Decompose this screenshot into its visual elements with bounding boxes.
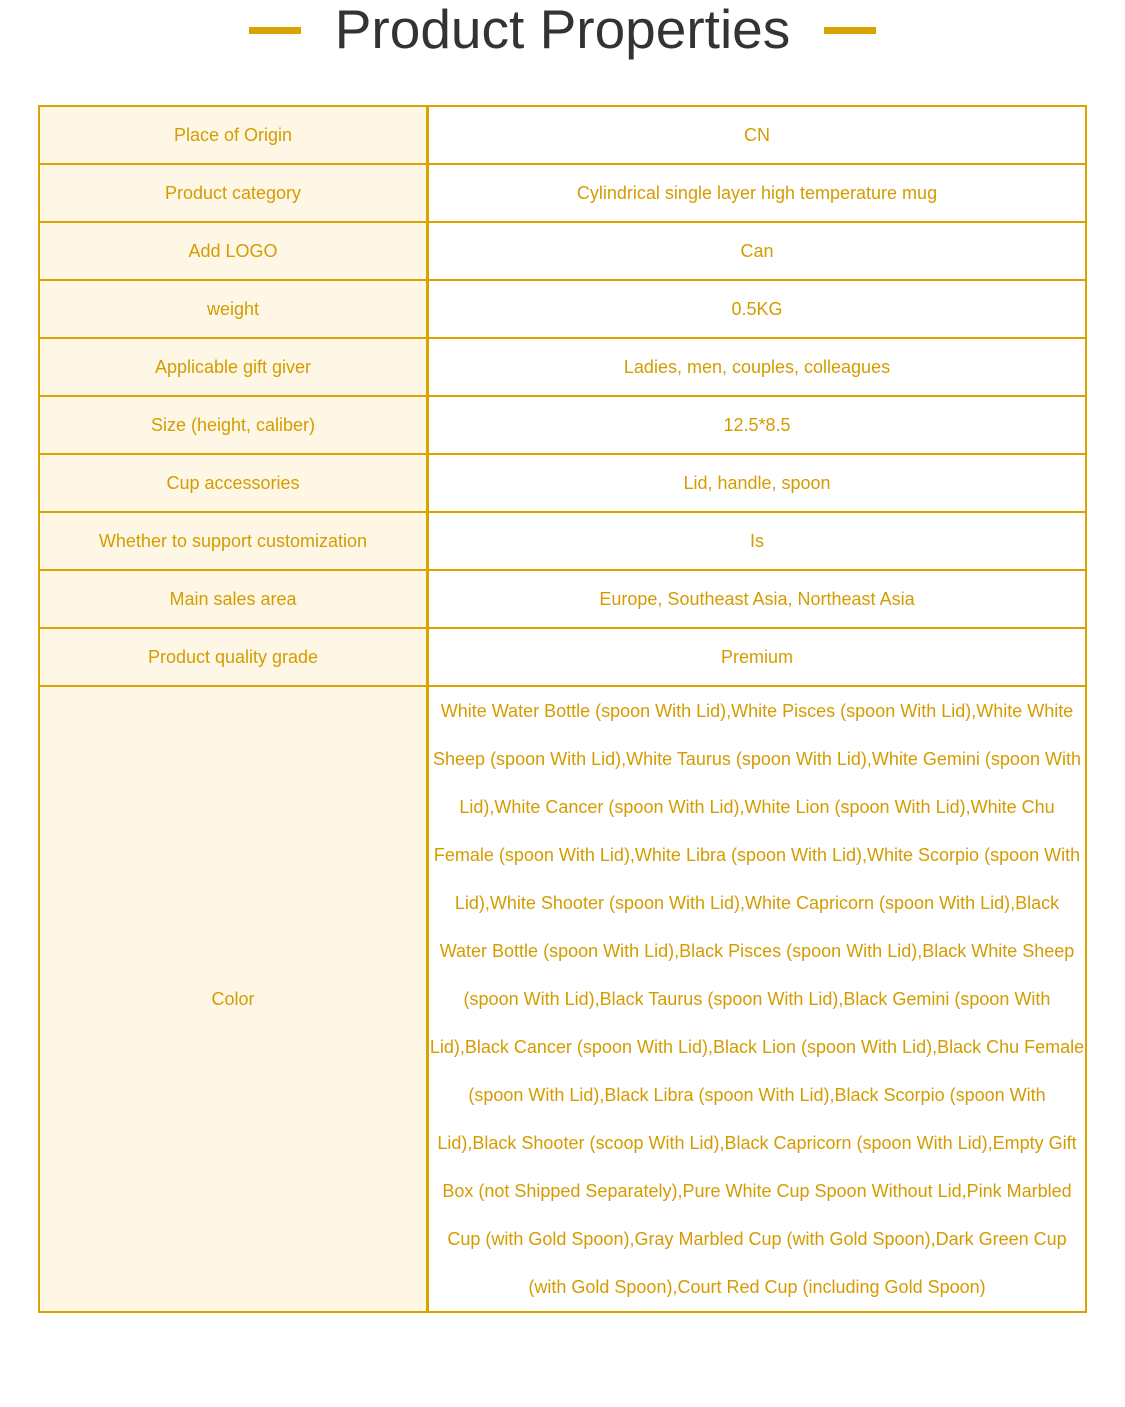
property-value: Premium (428, 628, 1087, 686)
property-value: Cylindrical single layer high temperature mug (428, 164, 1087, 222)
table-row (39, 338, 1086, 396)
property-label: Place of Origin (39, 106, 428, 164)
property-value: CN (428, 106, 1087, 164)
property-label: Color (39, 686, 428, 1312)
property-value: Lid, handle, spoon (428, 454, 1087, 512)
property-value: Can (428, 222, 1087, 280)
page-title: Product Properties (334, 0, 791, 60)
property-value: Ladies, men, couples, colleagues (428, 338, 1087, 396)
table-row (39, 222, 1086, 280)
table-row (39, 106, 1086, 164)
table-row (39, 628, 1086, 686)
table-row (39, 512, 1086, 570)
table-row (39, 570, 1086, 628)
property-value: Europe, Southeast Asia, Northeast Asia (428, 570, 1087, 628)
property-label: Product category (39, 164, 428, 222)
table-row (39, 280, 1086, 338)
table-row-color (39, 686, 1086, 1312)
property-value: 12.5*8.5 (428, 396, 1087, 454)
property-label: Cup accessories (39, 454, 428, 512)
property-label: Applicable gift giver (39, 338, 428, 396)
property-label: Product quality grade (39, 628, 428, 686)
property-label: Size (height, caliber) (39, 396, 428, 454)
property-value-color-list: White Water Bottle (spoon With Lid),White Pisces (spoon With Lid),White White Sheep (spoon With Lid),White Taurus (spoon With Lid),White Gemini (spoon With Lid),White Cancer (spoon With Lid),White Lion (spoon With Lid),White Chu Female (spoon With Lid),White Libra (spoon With Lid),White Scorpio (spoon With Lid),White Shooter (spoon With Lid),White Capricorn (spoon With Lid),Black Water Bottle (spoon With Lid),Black Pisces (spoon With Lid),Black White Sheep (spoon With Lid),Black Taurus (spoon With Lid),Black Gemini (spoon With Lid),Black Cancer (spoon With Lid),Black Lion (spoon With Lid),Black Chu Female (spoon With Lid),Black Libra (spoon With Lid),Black Scorpio (spoon With Lid),Black Shooter (scoop With Lid),Black Capricorn (spoon With Lid),Empty Gift Box (not Shipped Separately),Pure White Cup Spoon Without Lid,Pink Marbled Cup (with Gold Spoon),Gray Marbled Cup (with Gold Spoon),Dark Green Cup (with Gold Spoon),Court Red Cup (including Gold Spoon) (428, 686, 1087, 1312)
property-label: Whether to support customization (39, 512, 428, 570)
property-value: 0.5KG (428, 280, 1087, 338)
table-row (39, 396, 1086, 454)
title-decor-bar-right (824, 27, 876, 34)
property-value: Is (428, 512, 1087, 570)
product-properties-table (38, 105, 1087, 1313)
table-row (39, 454, 1086, 512)
table-row (39, 164, 1086, 222)
property-label: weight (39, 280, 428, 338)
property-label: Add LOGO (39, 222, 428, 280)
property-label: Main sales area (39, 570, 428, 628)
page-header (0, 0, 1125, 62)
